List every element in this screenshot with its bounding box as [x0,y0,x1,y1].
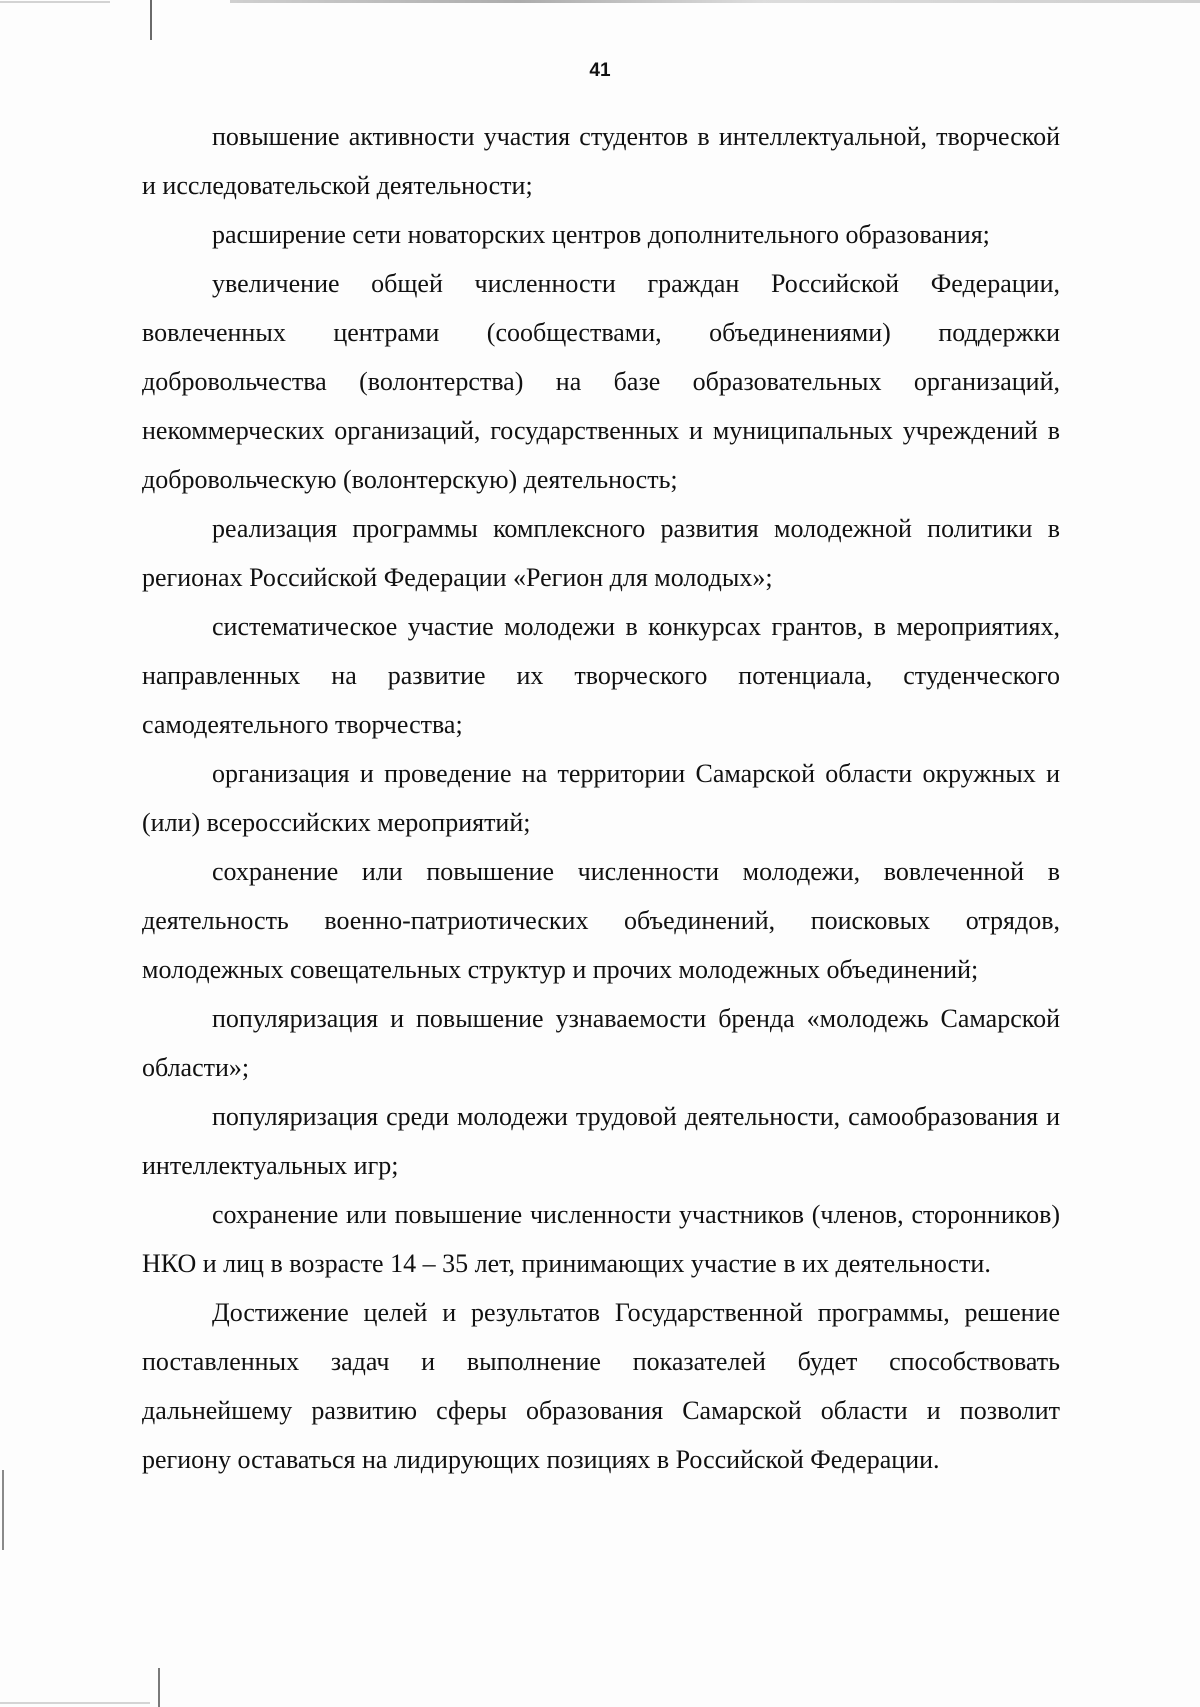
scan-artifact-vertical-line [150,0,152,40]
paragraph-labor-promotion: популяризация среди молодежи трудовой деятельности, самообразования и интеллектуальных игр; [142,1102,1060,1180]
paragraph-events: организация и проведение на территории Самарской области окружных и (или) всероссийских мероприятий; [142,759,1060,837]
paragraph-patriotic-associations: сохранение или повышение численности молодежи, вовлеченной в деятельность военно-патриотических объединений, поисковых отрядов, молодежных совещательных структур и прочих молодежных объединений; [142,857,1060,984]
paragraph-volunteering: увеличение общей численности граждан Российской Федерации, вовлеченных центрами (сообществами, объединениями) поддержки добровольчества (волонтерства) на базе образовательных организаций, некоммерческих организаций, государственных и муниципальных учреждений в добровольческую (волонтерскую) деятельность; [142,269,1060,494]
document-body [142,112,1060,1484]
scan-artifact-bottom-mark [158,1668,160,1707]
page-number: 41 [589,60,611,81]
paragraph-student-activity: повышение активности участия студентов в интеллектуальной, творческой и исследовательской деятельности; [142,122,1060,200]
scan-artifact-left-edge [2,1470,4,1550]
paragraph-grant-contests: систематическое участие молодежи в конкурсах грантов, в мероприятиях, направленных на развитие их творческого потенциала, студенческого самодеятельного творчества; [142,612,1060,739]
paragraph-nko-participants: сохранение или повышение численности участников (членов, сторонников) НКО и лиц в возрасте 14 – 35 лет, принимающих участие в их деятельности. [142,1200,1060,1278]
paragraph-youth-policy-program: реализация программы комплексного развития молодежной политики в регионах Российской Федерации «Регион для молодых»; [142,514,1060,592]
scan-artifact-top-line [230,0,1200,3]
paragraph-innovation-centers: расширение сети новаторских центров дополнительного образования; [212,220,990,249]
paragraph-brand-promotion: популяризация и повышение узнаваемости бренда «молодежь Самарской области»; [142,1004,1060,1082]
paragraph-conclusion: Достижение целей и результатов Государственной программы, решение поставленных задач и выполнение показателей будет способствовать дальнейшему развитию сферы образования Самарской области и позволит региону оставаться на лидирующих позициях в Российской Федерации. [142,1298,1060,1474]
scan-artifact-bottom-line [0,1702,150,1704]
scan-artifact-top-left [0,1,110,3]
